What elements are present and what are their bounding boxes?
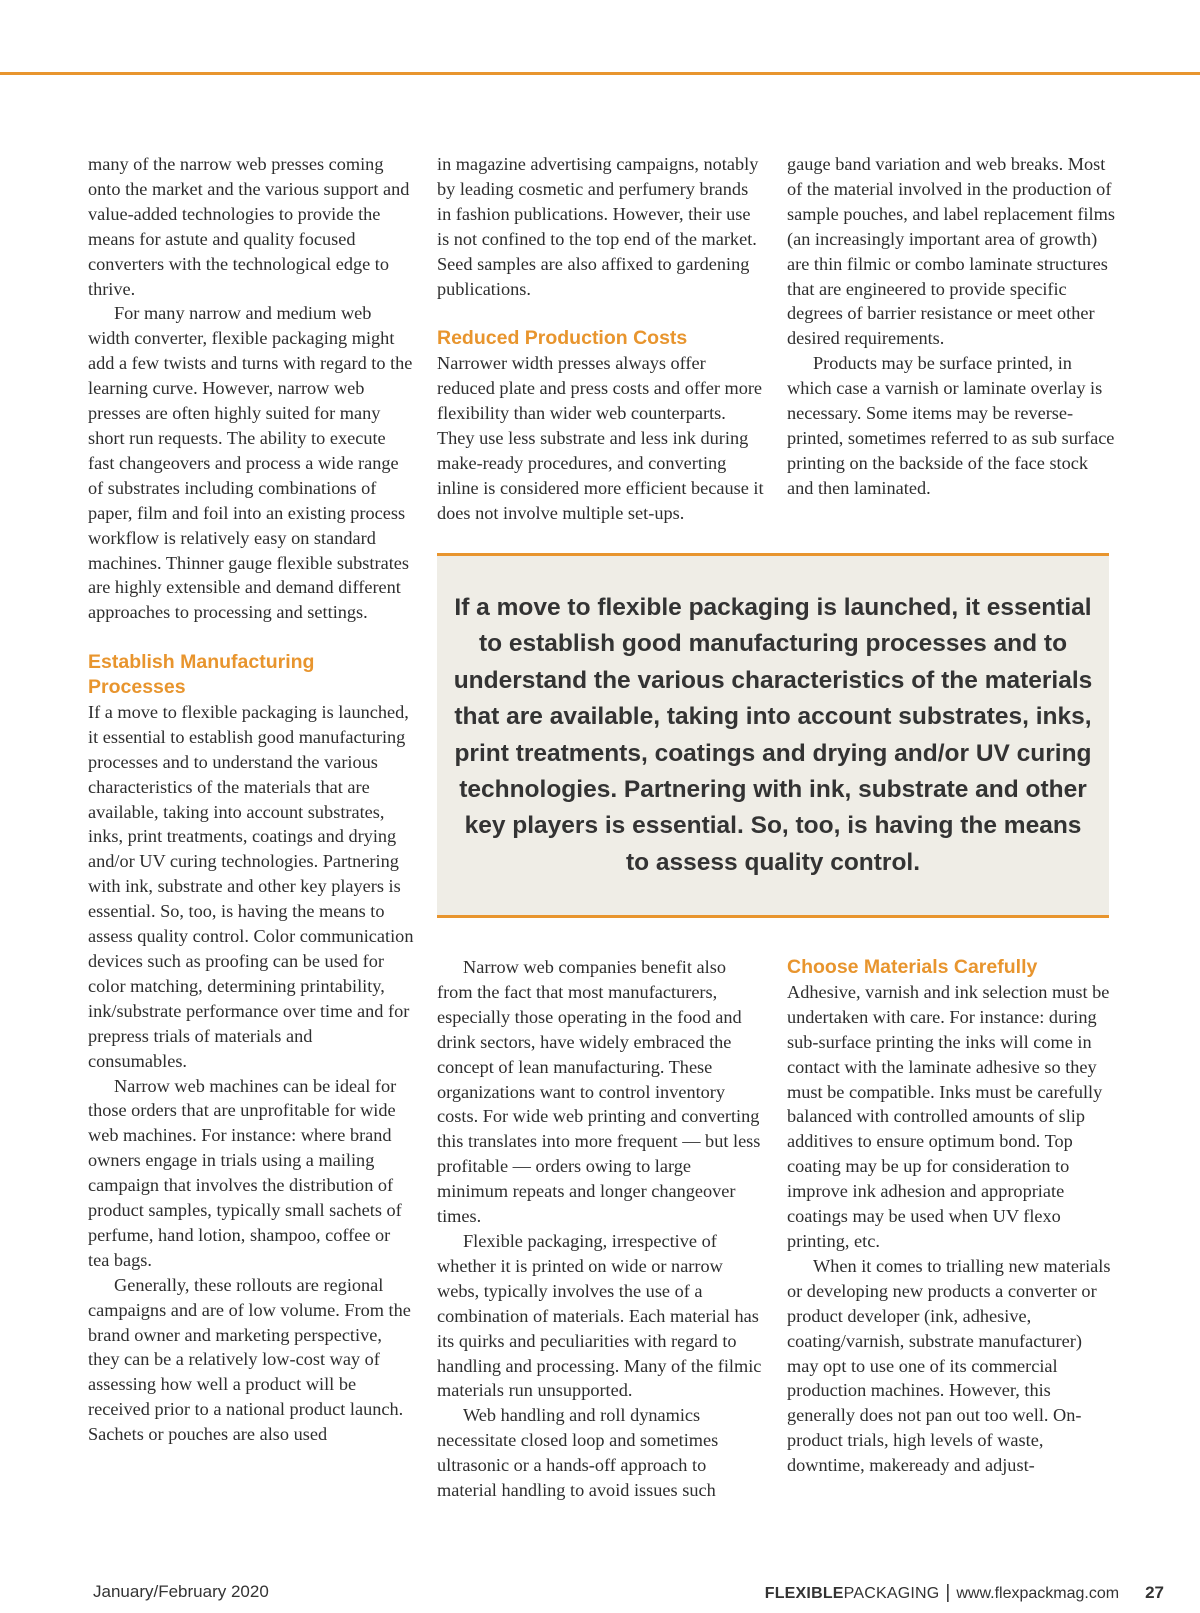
- section-heading-choose-materials: Choose Materials Carefully: [787, 956, 1038, 978]
- brand-logo-bold: FLEXIBLE: [764, 1585, 844, 1602]
- paragraph: Narrower width presses always offer reduced plate and press costs and offer more flexibility than wider web counterparts. They use less substrate and less ink during make-ready procedures, and converting inline is considered more efficient because it does not involve multiple set-ups.: [437, 353, 764, 523]
- section-heading-establish: Establish Manufacturing Processes: [88, 651, 315, 699]
- paragraph: Adhesive, varnish and ink selection must be undertaken with care. For instance: during sub-surface printing the inks will come in contact with the laminate adhesive so they must be compatible. Inks must be carefully balanced with controlled amounts of slip additives to ensure optimum bond. Top coating may be up for consideration to improve ink adhesion and appropriate coatings may be used when UV flexo printing, etc.: [787, 981, 1110, 1251]
- section-heading-reduced-costs: Reduced Production Costs: [437, 327, 688, 350]
- column-right-bottom: [787, 955, 1117, 1478]
- page-number: 27: [1145, 1583, 1164, 1602]
- paragraph: If a move to flexible packaging is launched, it essential to establish good manufacturing processes and to understand the various characteristics of the materials that are available, taking into account substrates, inks, print treatments, coatings and drying and/or UV curing technologies. Partnering with ink, substrate and other key players is essential. So, too, is having the means to assess quality control. Color communication devices such as proofing can be used for color matching, determining printability, ink/substrate performance over time and for prepress trials of materials and consumables.: [88, 701, 414, 1071]
- pull-quote-box: [437, 553, 1109, 918]
- paragraph: Generally, these rollouts are regional campaigns and are of low volume. From the brand owner and marketing perspective, they can be a relatively low-cost way of assessing how well a product will be received prior to a national product launch. Sachets or pouches are also used: [88, 1274, 411, 1445]
- page-footer: [0, 1582, 1200, 1610]
- top-rule: [0, 72, 1200, 75]
- column-middle-bottom: [437, 955, 765, 1503]
- paragraph: gauge band variation and web breaks. Most of the material involved in the production of sample pouches, and label replacement films (an increasingly important area of growth) are thin filmic or combo laminate structures that are engineered to provide specific degrees of barrier resistance or meet other desired requirements.: [787, 154, 1115, 349]
- website-url: www.flexpackmag.com: [956, 1585, 1120, 1602]
- footer-separator: |: [945, 1582, 951, 1603]
- paragraph: Products may be surface printed, in which case a varnish or laminate overlay is necessary. Some items may be reverse-printed, sometimes referred to as sub surface printing on the backside of the face stock and then laminated.: [787, 353, 1115, 498]
- paragraph: For many narrow and medium web width converter, flexible packaging might add a few twists and turns with regard to the learning curve. However, narrow web presses are often highly suited for many short run requests. The ability to execute fast changeovers and process a wide range of substrates including combinations of paper, film and foil into an existing process workflow is relatively easy on standard machines. Thinner gauge flexible substrates are highly extensible and demand different approaches to processing and settings.: [88, 303, 413, 623]
- footer-right: [765, 1582, 1164, 1604]
- paragraph: in magazine advertising campaigns, notably by leading cosmetic and perfumery brands in fashion publications. However, their use is not confined to the top end of the market. Seed samples are also affixed to gardening publications.: [437, 154, 759, 299]
- column-left: [88, 152, 414, 1447]
- paragraph: Narrow web companies benefit also from the fact that most manufacturers, especially those operating in the food and drink sectors, have widely embraced the concept of lean manufacturing. These organizations want to control inventory costs. For wide web printing and converting this translates into more frequent — but less profitable — orders owing to large minimum repeats and longer changeover times.: [437, 957, 761, 1227]
- column-middle-top: [437, 152, 765, 526]
- column-right-top: [787, 152, 1117, 501]
- paragraph: Narrow web machines can be ideal for those orders that are unprofitable for wide web machines. For instance: where brand owners engage in trials using a mailing campaign that involves the distribution of product samples, typically small sachets of perfume, hand lotion, shampoo, coffee or tea bags.: [88, 1075, 402, 1270]
- paragraph: Flexible packaging, irrespective of whether it is printed on wide or narrow webs, typically involves the use of a combination of materials. Each material has its quirks and peculiarities with regard to handling and processing. Many of the filmic materials run unsupported.: [437, 1230, 762, 1401]
- brand-logo-rest: PACKAGING: [843, 1585, 940, 1602]
- paragraph: When it comes to trialling new materials or developing new products a converter or product developer (ink, adhesive, coating/varnish, substrate manufacturer) may opt to use one of its commercial production machines. However, this generally does not pan out too well. On-product trials, high levels of waste, downtime, makeready and adjust-: [787, 1255, 1111, 1476]
- paragraph: Web handling and roll dynamics necessitate closed loop and sometimes ultrasonic or a hands-off approach to material handling to avoid issues such: [437, 1405, 719, 1501]
- paragraph: many of the narrow web presses coming onto the market and the various support and value-added technologies to provide the means for astute and quality focused converters with the technological edge to thrive.: [88, 154, 410, 299]
- pull-quote: If a move to flexible packaging is launched, it essential to establish good manufacturing processes and to understand the various characteristics of the materials that are available, taking into account substrates, inks, print treatments, coatings and drying and/or UV curing technologies. Partnering with ink, substrate and other key players is essential. So, too, is having the means to assess quality control.: [453, 593, 1093, 876]
- issue-date: January/February 2020: [93, 1582, 269, 1601]
